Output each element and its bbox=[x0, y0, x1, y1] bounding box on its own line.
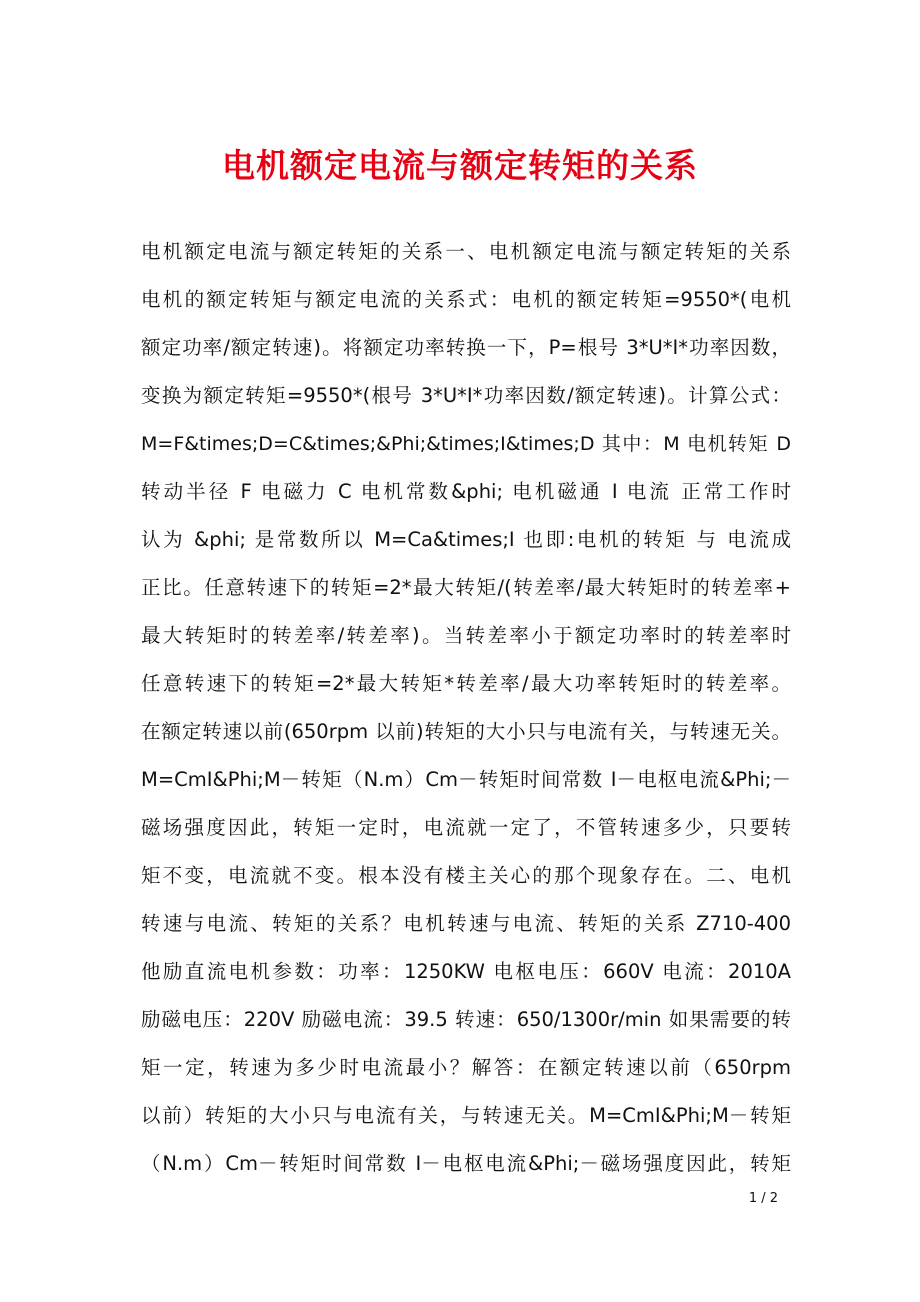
text-line: 电机额定电流与额定转矩的关系一、电机额定电流与额定转矩的关系 bbox=[141, 240, 791, 263]
text-line: M=F&times;D=C&times;&Phi;&times;I&times;D 其中：M 电机转矩 D bbox=[141, 433, 791, 455]
text-line: 以前）转矩的大小只与电流有关，与转速无关。M=CmI&Phi;M－转矩 bbox=[141, 1104, 791, 1127]
text-line: 转速与电流、转矩的关系？电机转速与电流、转矩的关系 Z710-400 bbox=[141, 912, 791, 935]
text-line: 矩一定，转速为多少时电流最小？解答：在额定转速以前（650rpm bbox=[141, 1056, 791, 1079]
text-line: 电机的额定转矩与额定电流的关系式：电机的额定转矩=9550*(电机 bbox=[141, 288, 791, 311]
body-text bbox=[141, 228, 791, 1188]
text-line: 转动半径 F 电磁力 C 电机常数&phi; 电机磁通 I 电流 正常工作时 bbox=[141, 480, 791, 503]
text-line: 磁场强度因此，转矩一定时，电流就一定了，不管转速多少，只要转 bbox=[141, 816, 791, 839]
text-line: 认为 &phi; 是常数所以 M=Ca&times;I 也即:电机的转矩 与 电流成 bbox=[141, 528, 791, 551]
text-line: 变换为额定转矩=9550*(根号 3*U*I*功率因数/额定转速)。计算公式： bbox=[141, 384, 791, 407]
text-line: 任意转速下的转矩=2*最大转矩*转差率/最大功率转矩时的转差率。 bbox=[141, 672, 791, 695]
text-line: 额定功率/额定转速)。将额定功率转换一下，P=根号 3*U*I*功率因数， bbox=[141, 336, 791, 359]
page-number: 1 / 2 bbox=[748, 1191, 778, 1206]
text-line: （N.m）Cm－转矩时间常数 I－电枢电流&Phi;－磁场强度因此，转矩 bbox=[141, 1152, 791, 1175]
text-line: 正比。任意转速下的转矩=2*最大转矩/(转差率/最大转矩时的转差率+ bbox=[141, 576, 791, 599]
text-line: M=CmI&Phi;M－转矩（N.m）Cm－转矩时间常数 I－电枢电流&Phi;－ bbox=[141, 768, 791, 791]
page-title: 电机额定电流与额定转矩的关系 bbox=[222, 146, 698, 185]
text-line: 最大转矩时的转差率/转差率)。当转差率小于额定功率时的转差率时 bbox=[141, 624, 791, 647]
text-line: 他励直流电机参数：功率：1250KW 电枢电压：660V 电流：2010A bbox=[141, 960, 791, 983]
text-line: 在额定转速以前(650rpm 以前)转矩的大小只与电流有关，与转速无关。 bbox=[141, 720, 791, 743]
text-line: 励磁电压：220V 励磁电流：39.5 转速：650/1300r/min 如果需要的转 bbox=[141, 1008, 791, 1031]
text-line: 矩不变，电流就不变。根本没有楼主关心的那个现象存在。二、电机 bbox=[141, 864, 791, 887]
